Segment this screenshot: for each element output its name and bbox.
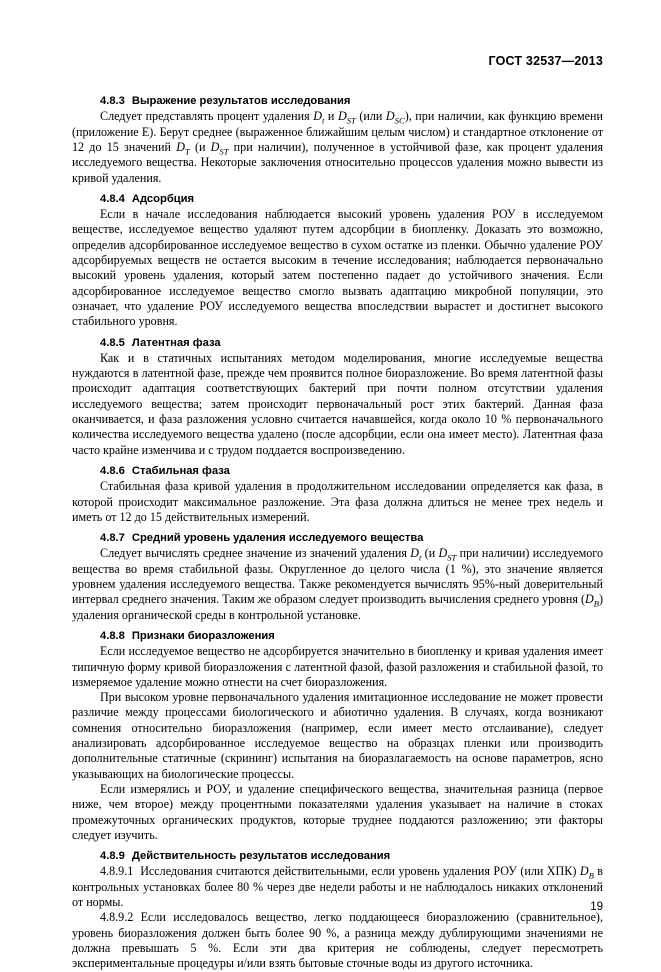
clause-number: 4.8.4: [100, 192, 125, 205]
paragraph-4-8-3-1: Следует представлять процент удаления $D_t$ и $D_{ST}$ (или $D_{SC}$), при наличии, как функцию времени (приложение Е). Берут среднее (выраженное ближайшим целым числом) и стандартное отклонение от 12 до 15 значений $D_T$ (и $D_{ST}$ при наличии), полученное в устойчивой фазе, как процент удаления исследуемого вещества. Некоторые заключения относительно процессов удаления можно вывести из кривой удаления.: [72, 109, 604, 185]
clause-title-text: Стабильная фаза: [131, 464, 230, 477]
clause-heading-4-8-7: [72, 531, 603, 545]
clause-number: 4.8.7: [100, 532, 125, 545]
paragraph-4-8-9-1: 4.8.9.1 Исследования считаются действительными, если уровень удаления РОУ (или ХПК) $D_B$ в контрольных установках более 80 % через две недели работы и не наблюдалось никаких отклонений от нормы.: [72, 864, 603, 910]
paragraph-4-8-8-1: Если исследуемое вещество не адсорбируется значительно в биопленку и кривая удаления имеет типичную форму кривой биоразложения с латентной фазой, фазой разложения и стабильной фазой, то измеряемое удаление можно отнести на счет биоразложения.: [72, 644, 603, 689]
paragraph-4-8-8-3: Если измерялись и РОУ, и удаление специфического вещества, значительная разница (первое ниже, чем второе) между процентными показателями удаления указывает на наличие в стоках промежуточных органических продуктов, которые труднее поддаются разложению; эти факторы следует изучить.: [72, 781, 603, 842]
page-number: 19: [590, 901, 603, 913]
paragraph-4-8-9-2: 4.8.9.2 Если исследовалось вещество, легко поддающееся биоразложению (сравнительное), уровень биоразложения должен быть более 90 %, а разница между дублирующими значениями не должна превышать 5 %. Если эти два критерия не соблюдены, следует пересмотреть экспериментальные процедуры и/или взять бытовые сточные воды из другого источника.: [72, 910, 603, 971]
clause-heading-4-8-6: [72, 464, 603, 478]
clause-heading-4-8-3: [72, 94, 603, 108]
clause-number: 4.8.8: [100, 629, 125, 642]
clause-heading-4-8-5: [72, 336, 603, 350]
clause-title-text: Средний уровень удаления исследуемого вещества: [131, 532, 424, 545]
clause-number: 4.8.5: [100, 336, 125, 349]
paragraph-4-8-5-1: Как и в статичных испытаниях методом моделирования, многие исследуемые вещества нуждаются в латентной фазе, прежде чем проявится полное биоразложение. Во время латентной фазы происходит адаптация соответствующих бактерий при почти полном отсутствии удаления исследуемого вещества; затем происходит первоначальный рост этих бактерий. Данная фаза оканчивается, и фаза разложения условно считается начавшейся, когда около 10 % первоначального количества исследуемого вещества удалено (после адсорбции, если она имеет место). Латентная фаза часто крайне изменчива и с трудом поддается воспроизведению.: [72, 350, 603, 457]
clause-heading-4-8-4: [72, 192, 603, 206]
paragraph-4-8-8-2: При высоком уровне первоначального удаления имитационное исследование не может провести различие между процессами биологического и абиотично удаления. В случаях, когда возникают сомнения относительно биоразложения (например, если имеет место отслаивание), следует анализировать адсорбированное исследуемое вещество на образцах пленки или производить дополнительные статичные (скрининг) испытания на биоразлагаемость на основе параметров, ясно указывающих на биологические процессы.: [72, 690, 603, 781]
clause-title-text: Адсорбция: [131, 192, 195, 205]
clause-number: 4.8.6: [100, 464, 125, 477]
clause-title-text: Действительность результатов исследования: [131, 850, 391, 863]
clause-heading-4-8-8: [72, 629, 603, 643]
paragraph-4-8-4-1: Если в начале исследования наблюдается высокий уровень удаления РОУ в исследуемом веществе, исследуемое вещество удаляют путем адсорбции в биопленку. Доказать это возможно, определив адсорбированное исследуемое вещество в сухом остатке из пленки. Обычно удаление РОУ адсорбируемых веществ не остается высоким в течение исследования; наблюдается первоначально высокий уровень удаления, который затем постепенно падает до устойчивого значения. Если адсорбированное исследуемое вещество смогло вызвать адаптацию микробной популяции, это означает, что удаление РОУ исследуемого вещества впоследствии вырастет и достигнет высокого стабильного уровня.: [72, 207, 603, 329]
clause-number: 4.8.9: [100, 850, 125, 863]
clause-number: 4.8.3: [100, 95, 125, 107]
clause-title-text: Латентная фаза: [131, 336, 221, 349]
clause-title-text: Признаки биоразложения: [131, 629, 275, 642]
clause-title-text: Выражение результатов исследования: [131, 95, 351, 107]
page-header: ГОСТ 32537—2013: [488, 54, 603, 68]
paragraph-4-8-7-1: Следует вычислять среднее значение из значений удаления $D_t$ (и $D_{ST}$ при наличии) исследуемого вещества во время стабильной фазы. Округленное до целого числа (1 %), это значение является уровнем удаления исследуемого вещества. Также рекомендуется вычислять 95%-ный доверительный интервал среднего значения. Таким же образом следует производить вычисления среднего уровня $(D_B)$ удаления органической среды в контрольной установке.: [72, 546, 603, 622]
paragraph-4-8-6-1: Стабильная фаза кривой удаления в продолжительном исследовании определяется как фаза, в которой происходит максимальное разложение. Эта фаза должна длиться не менее трех недель и иметь от 12 до 15 действительных измерений.: [72, 479, 603, 524]
clause-heading-4-8-9: [72, 849, 603, 863]
